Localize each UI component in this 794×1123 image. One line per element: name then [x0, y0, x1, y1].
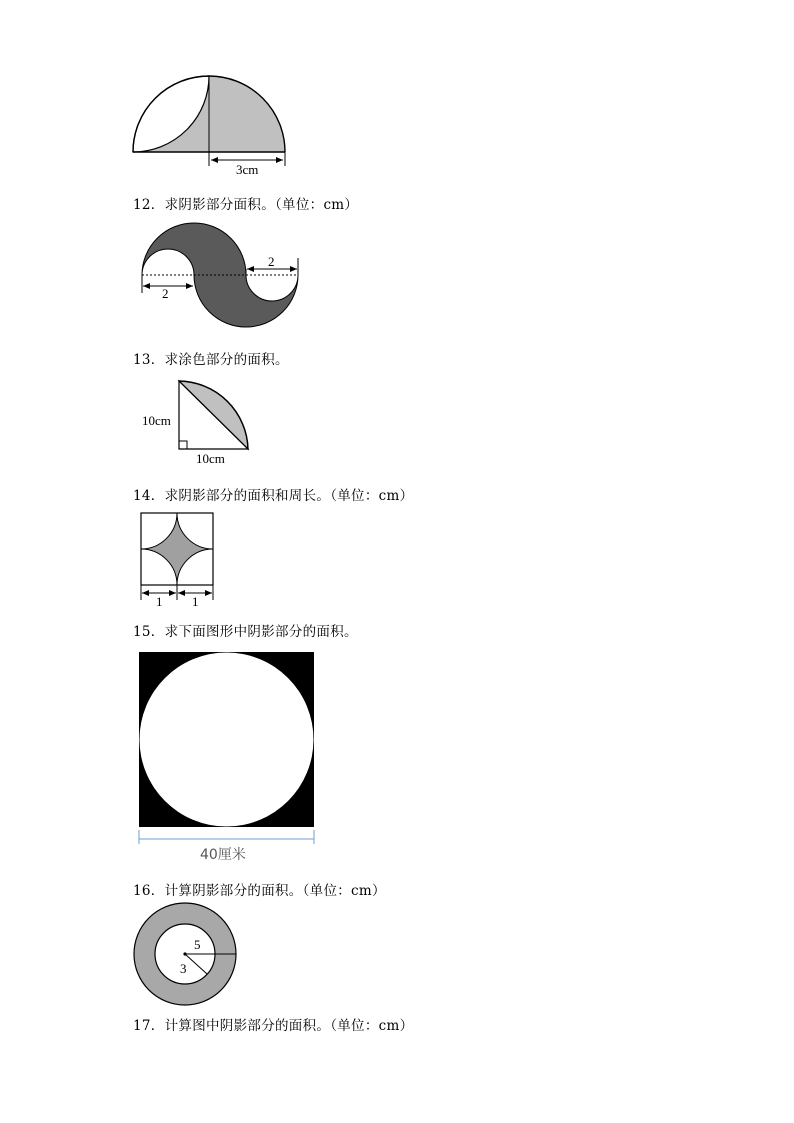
question-text: 计算阴影部分的面积。（单位：cm） [164, 883, 386, 899]
question-text: 求下面图形中阴影部分的面积。 [164, 624, 358, 640]
question-text: 求涂色部分的面积。 [164, 352, 289, 368]
left-dimension-label: 1 [156, 594, 163, 608]
question-12 [133, 193, 358, 213]
top-dimension-label: 2 [268, 254, 275, 269]
question-text: 求阴影部分面积。（单位：cm） [164, 197, 359, 213]
figure-wave [135, 218, 305, 333]
bottom-label: 10cm [196, 451, 225, 466]
white-circle [140, 653, 314, 827]
figure-star-square [135, 508, 220, 608]
figure-semicircle [125, 70, 300, 182]
question-number: 15． [133, 624, 165, 640]
bottom-dimension-label: 2 [162, 286, 169, 301]
question-number: 12． [133, 197, 165, 213]
side-label: 10cm [142, 413, 171, 428]
question-number: 13． [133, 352, 165, 368]
question-14 [133, 484, 413, 504]
right-dimension-label: 1 [192, 594, 199, 608]
question-16 [133, 879, 386, 899]
question-text: 计算图中阴影部分的面积。（单位：cm） [164, 1018, 414, 1034]
question-number: 16． [133, 883, 165, 899]
figure-quarter-circle [138, 375, 258, 470]
dimension-label: 3cm [236, 162, 259, 177]
figure-ring [128, 898, 243, 1010]
question-15 [133, 620, 358, 640]
right-angle-mark [179, 441, 187, 449]
outer-radius-label: 5 [194, 937, 201, 952]
question-number: 14． [133, 488, 165, 504]
question-17 [133, 1014, 413, 1034]
question-number: 17． [133, 1018, 165, 1034]
width-label: 40厘米 [200, 847, 246, 863]
shaded-right-quarter [209, 76, 285, 152]
question-text: 求阴影部分的面积和周长。（单位：cm） [164, 488, 414, 504]
question-13 [133, 348, 289, 368]
figure-square-circle [133, 647, 323, 867]
inner-radius-label: 3 [180, 961, 187, 976]
